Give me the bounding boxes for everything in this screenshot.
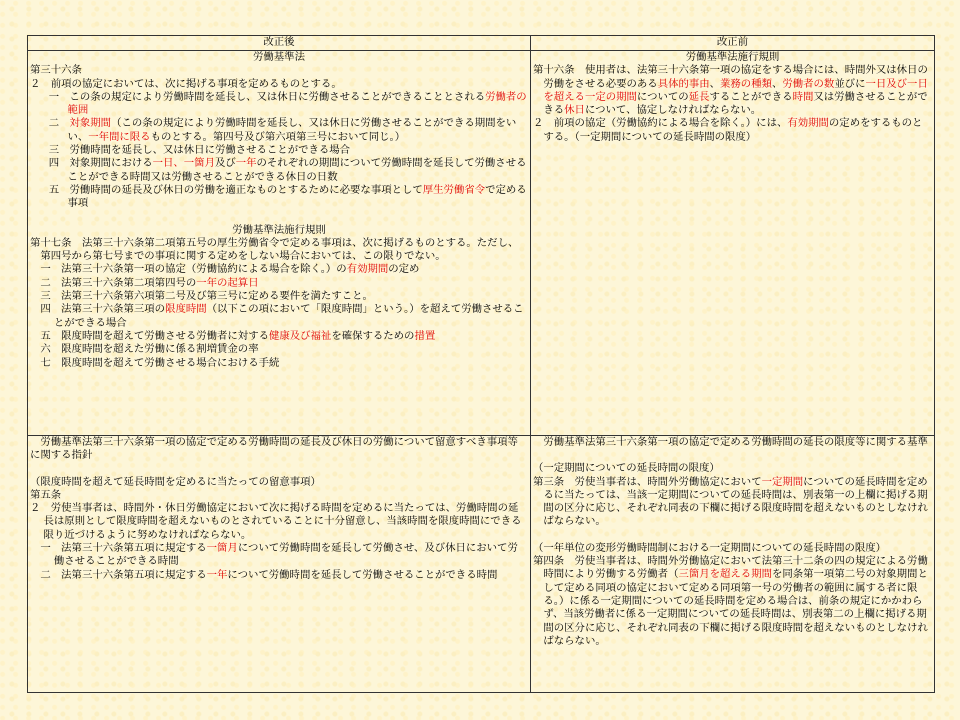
text-segment: ２ 前項の協定においては、次に掲げる事項を定めるものとする。 — [30, 77, 342, 90]
after-guideline-para-2 — [30, 502, 528, 542]
header-row — [28, 36, 935, 51]
rule-item-1 — [30, 263, 528, 276]
text-segment: を同条第一項第二号の対象期間として定める同項の協定において定める同項第一号の労働者の範囲に属する者に限る。）に係る一定期間についての延長時間を定める場合は、前条の規定にかかわらず、当該労働者に係る一定期間についての延長時間は、別表第二の上欄に掲げる期間の区分に応じ、それぞれ同表の下欄に掲げる限度時間を超えないものとしなければならない。 — [543, 568, 928, 647]
text-segment: についての — [636, 90, 689, 103]
highlighted-text: 限度時間 — [165, 303, 207, 316]
before-caption-2: （一年単位の変形労働時間制における一定期間についての延長時間の限度） — [533, 541, 887, 554]
after-caption: （限度時間を超えて延長時間を定めるに当たっての留意事項） — [30, 475, 321, 488]
text-segment: 第十六条 使用者は、法第三十六条第一項の協定をする場合には、時間外又は休日の労働をさせる必要のある — [533, 64, 928, 90]
rule-item-4 — [30, 303, 528, 330]
after-item-2 — [30, 117, 528, 144]
before-rule-title: 労働基準法施行規則 — [685, 51, 780, 63]
text-segment: について、協定しなければならない。 — [584, 104, 762, 117]
text-segment: 五 労働時間の延長及び休日の労働を適正なものとするために必要な事項として — [48, 183, 423, 196]
highlighted-text: 一年間に限る — [88, 130, 151, 143]
text-segment: について労働時間を延長して労働させ、及び休日において労働させることができる時間 — [53, 542, 518, 568]
text-segment: ２ 前項の協定（労働協約による場合を除く。）には、 — [533, 117, 788, 130]
after-guideline-heading: 労働基準法第三十六条第一項の協定で定める労働時間の延長及び休日の労働について留意すべき事項等に関する指針 — [30, 436, 518, 462]
highlighted-text: 労働者の数 — [782, 77, 835, 90]
text-segment: 五 限度時間を超えて労働させる労働者に対する — [40, 329, 269, 342]
after-article-5: 第五条 — [30, 488, 62, 501]
after-item-1 — [30, 91, 528, 118]
after-law-title: 労働基準法 — [253, 51, 305, 63]
text-segment: の定めをするものとする。（一定期間についての延長時間の限度） — [543, 117, 923, 143]
highlighted-text: 延長 — [688, 90, 710, 103]
text-segment: について労働時間を延長して労働させることができる時間 — [227, 568, 498, 581]
text-segment: のそれぞれの期間について労働時間を延長して労働させることができる時間又は労働させることができる休日の日数 — [67, 157, 527, 183]
text-segment: ２ 労使当事者は、時間外・休日労働協定において次に掲げる時間を定めるに当たっては、労働時間の延長は原則として限度時間を超えないものとされていることに十分留意し、当該時間を限度時間にできる限り近づけるように努めなければならない。 — [30, 502, 522, 541]
text-segment: 、 — [709, 77, 721, 90]
text-segment: 一 この条の規定により労働時間を延長し、又は休日に労働させることができることとされる — [48, 90, 486, 103]
after-item-5 — [30, 184, 528, 211]
highlighted-text: 一年 — [235, 157, 257, 170]
after-article-17 — [30, 237, 528, 264]
table-row — [28, 436, 935, 693]
highlighted-text: 一年の起算日 — [196, 276, 259, 289]
highlighted-text: 一箇月 — [206, 542, 238, 555]
text-segment: 並びに — [834, 77, 866, 90]
text-segment: することができる — [709, 90, 793, 103]
highlighted-text: 厚生労働省令 — [422, 183, 486, 196]
rule-item-3 — [30, 290, 528, 303]
text-segment: 二 法第三十六条第二項第四号の — [40, 276, 197, 289]
highlighted-text: 具体的事由 — [657, 77, 710, 90]
text-segment: 三 労働時間を延長し、又は休日に労働させることができる場合 — [48, 144, 351, 157]
text-segment: を確保するための — [331, 329, 415, 342]
before-article-4 — [533, 555, 932, 648]
after-article-36: 第三十六条 — [30, 64, 82, 77]
highlighted-text: 一定期間 — [761, 475, 804, 488]
rule-item-5 — [30, 330, 528, 343]
text-segment: 及び — [214, 157, 236, 170]
header-after: 改正後 — [28, 36, 531, 51]
before-cell-2 — [531, 436, 935, 693]
highlighted-text: 一年 — [206, 568, 228, 581]
after-guideline-item-1 — [30, 542, 528, 569]
highlighted-text: 三箇月を超える期間 — [678, 568, 772, 581]
after-rule-title: 労働基準法施行規則 — [232, 223, 326, 236]
highlighted-text: 対象期間 — [69, 117, 112, 130]
highlighted-text: 時間 — [792, 90, 814, 103]
text-segment: 二 — [48, 117, 70, 130]
text-segment: 二 法第三十六条第五項に規定する — [40, 568, 207, 581]
after-item-4 — [30, 157, 528, 184]
text-segment: 、 — [771, 77, 783, 90]
rule-item-2 — [30, 277, 528, 290]
text-segment: 七 限度時間を超えて労働させる場合における手続 — [40, 356, 280, 369]
highlighted-text: 労働者の範囲 — [67, 90, 527, 117]
highlighted-text: 休日 — [564, 104, 585, 117]
highlighted-text: 有効期間 — [346, 263, 389, 276]
comparison-table — [27, 35, 935, 693]
text-segment: の定め — [388, 263, 420, 276]
text-segment: 第四条 労使当事者は、時間外労働協定において法第三十二条の四の規定による労働時間により労働する労働者（ — [533, 555, 928, 581]
highlighted-text: 一日及び一日を超える一定の期間 — [543, 77, 928, 103]
highlighted-text: 業務の種類 — [720, 77, 772, 90]
text-segment: 一 法第三十六条第五項に規定する — [40, 542, 207, 555]
after-para-2 — [30, 78, 528, 91]
text-segment: 四 対象期間における — [48, 157, 153, 170]
text-segment: （この条の規定により労働時間を延長し、又は休日に労働させることができる期間をいい、 — [67, 117, 517, 143]
text-segment: （以下この項において「限度時間」という。）を超えて労働させることができる場合 — [53, 303, 524, 329]
highlighted-text: 有効期間 — [787, 117, 829, 130]
text-segment: 四 法第三十六条第三項の — [40, 303, 166, 316]
rule-item-6 — [30, 343, 528, 356]
before-article-16 — [533, 64, 932, 117]
rule-item-7 — [30, 357, 528, 370]
text-segment: で定める事項 — [67, 183, 527, 210]
before-article-3 — [533, 476, 932, 529]
text-segment: 六 限度時間を超えた労働に係る割増賃金の率 — [40, 343, 259, 356]
before-para-2 — [533, 117, 932, 144]
after-item-3 — [30, 144, 528, 157]
before-cell-1 — [531, 51, 935, 436]
after-cell-2 — [28, 436, 531, 693]
text-segment: 又は労働させることができる — [543, 90, 928, 117]
after-cell-1 — [28, 51, 531, 436]
text-segment: 第三条 労使当事者は、時間外労働協定において — [533, 475, 762, 488]
header-before: 改正前 — [531, 36, 935, 51]
text-segment: 一 法第三十六条第一項の協定（労働協約による場合を除く。）の — [40, 263, 347, 276]
after-guideline-item-2 — [30, 569, 528, 582]
table-row — [28, 51, 935, 436]
text-segment: についての延長時間を定めるに当たっては、当該一定期間についての延長時間は、別表第一の上欄に掲げる期間の区分に応じ、それぞれ同表の下欄に掲げる限度時間を超えないものとしなければならない。 — [543, 475, 928, 528]
highlighted-text: 健康及び福祉 — [268, 329, 332, 342]
text-segment: ものとする。第四号及び第六項第三号において同じ。） — [150, 130, 406, 143]
text-segment: 三 法第三十六条第六項第二号及び第三号に定める要件を満たすこと。 — [40, 290, 373, 303]
highlighted-text: 一日、一箇月 — [152, 157, 215, 170]
before-caption-1: （一定期間についての延長時間の限度） — [533, 462, 720, 475]
text-segment: 第十七条 法第三十六条第二項第五号の厚生労働省令で定める事項は、次に掲げるものとする。ただし、第四号から第七号までの事項に関する定めをしない場合においては、この限りでない。 — [30, 236, 519, 263]
highlighted-text: 措置 — [414, 329, 436, 342]
comparison-page — [27, 35, 934, 693]
before-standard-heading: 労働基準法第三十六条第一項の協定で定める労働時間の延長の限度等に関する基準 — [543, 436, 928, 448]
